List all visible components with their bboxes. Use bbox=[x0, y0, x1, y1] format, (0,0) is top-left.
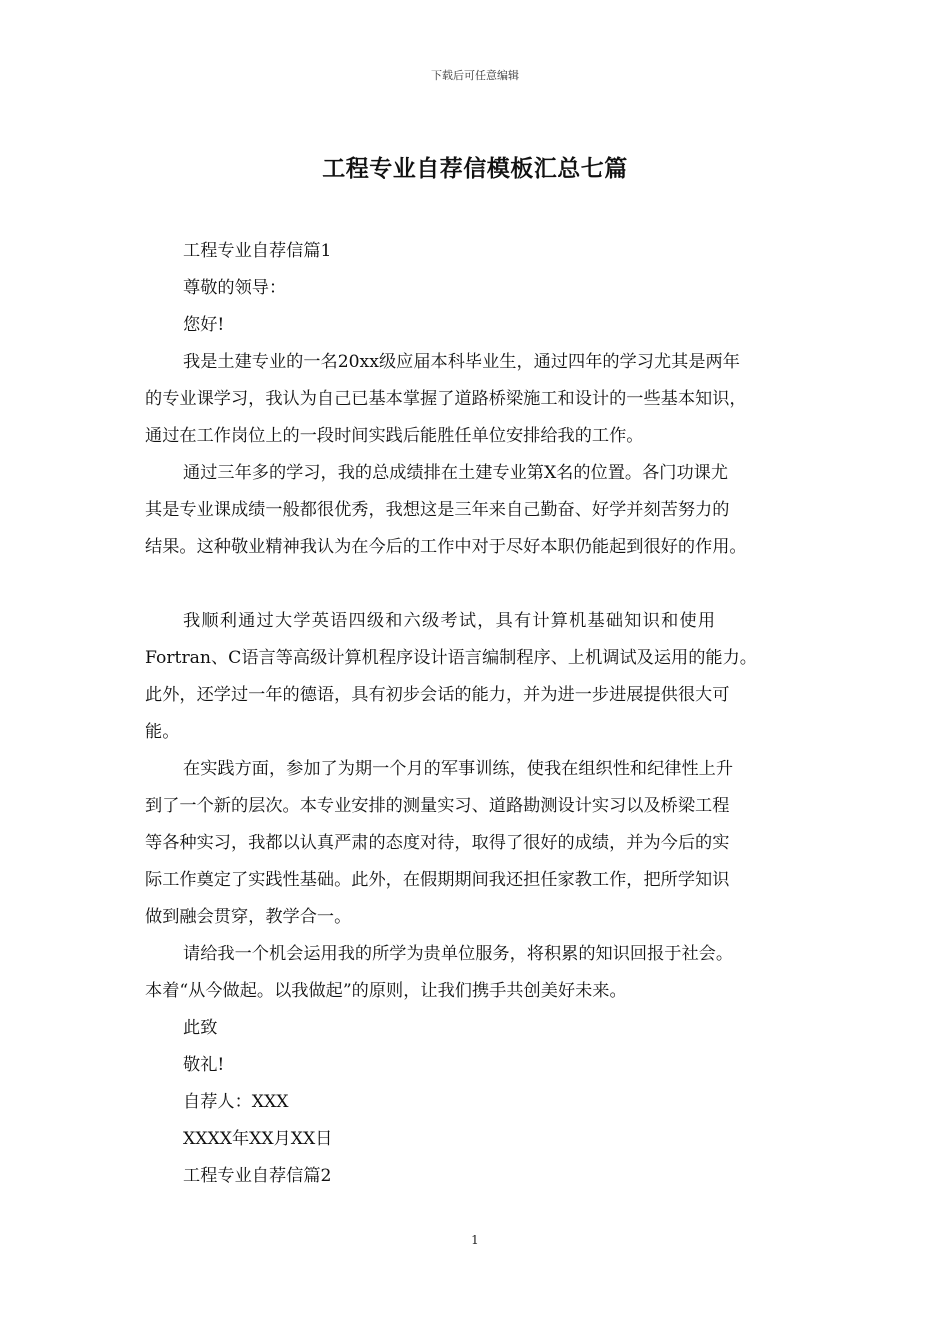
paragraph-5 bbox=[145, 936, 813, 1010]
paragraph-line: 通过在工作岗位上的一段时间实践后能胜任单位安排给我的工作。 bbox=[145, 426, 644, 446]
paragraph-line: 我顺利通过大学英语四级和六级考试，具有计算机基础知识和使用 bbox=[183, 611, 717, 631]
section-heading-1: 工程专业自荐信篇1 bbox=[183, 241, 332, 261]
paragraph-1 bbox=[145, 344, 813, 455]
paragraph-line: 在实践方面，参加了为期一个月的军事训练，使我在组织性和纪律性上升 bbox=[183, 759, 734, 779]
section-heading-2: 工程专业自荐信篇2 bbox=[183, 1166, 332, 1186]
paragraph-line: 本着“从今做起。以我做起”的原则，让我们携手共创美好未来。 bbox=[145, 981, 627, 1001]
closing-line: 此致 bbox=[183, 1018, 218, 1038]
greeting: 您好! bbox=[183, 315, 225, 335]
paragraph-2 bbox=[145, 455, 813, 566]
paragraph-4 bbox=[145, 751, 813, 936]
signature: 自荐人：XXX bbox=[183, 1092, 289, 1112]
paragraph-line: 我是土建专业的一名20xx级应届本科毕业生，通过四年的学习尤其是两年 bbox=[183, 352, 740, 372]
header-note: 下载后可任意编辑 bbox=[431, 69, 519, 82]
page-number: 1 bbox=[471, 1233, 479, 1247]
paragraph-line: 其是专业课成绩一般都很优秀，我想这是三年来自己勤奋、好学并刻苦努力的 bbox=[145, 500, 730, 520]
paragraph-3 bbox=[145, 603, 813, 751]
paragraph-line: 做到融会贯穿，教学合一。 bbox=[145, 907, 352, 927]
paragraph-line: 的专业课学习，我认为自己已基本掌握了道路桥梁施工和设计的一些基本知识， bbox=[145, 389, 747, 409]
closing-salute: 敬礼! bbox=[183, 1055, 225, 1075]
document-body bbox=[145, 233, 813, 1195]
salutation: 尊敬的领导： bbox=[183, 278, 287, 298]
date-line: XXXX年XX月XX日 bbox=[183, 1129, 333, 1149]
paragraph-line: 此外，还学过一年的德语，具有初步会话的能力，并为进一步进展提供很大可 bbox=[145, 685, 730, 705]
paragraph-line: 等各种实习，我都以认真严肃的态度对待，取得了很好的成绩，并为今后的实 bbox=[145, 833, 730, 853]
paragraph-line: 请给我一个机会运用我的所学为贵单位服务，将积累的知识回报于社会。 bbox=[183, 944, 734, 964]
paragraph-line: 能。 bbox=[145, 722, 180, 742]
paragraph-line: 结果。这种敬业精神我认为在今后的工作中对于尽好本职仍能起到很好的作用。 bbox=[145, 537, 747, 557]
paragraph-line: Fortran、C语言等高级计算机程序设计语言编制程序、上机调试及运用的能力。 bbox=[145, 648, 757, 668]
paragraph-line: 通过三年多的学习，我的总成绩排在土建专业第X名的位置。各门功课尤 bbox=[183, 463, 729, 483]
document-title: 工程专业自荐信模板汇总七篇 bbox=[322, 155, 628, 182]
paragraph-line: 到了一个新的层次。本专业安排的测量实习、道路勘测设计实习以及桥梁工程 bbox=[145, 796, 730, 816]
blank-line bbox=[145, 566, 813, 603]
paragraph-line: 际工作奠定了实践性基础。此外，在假期期间我还担任家教工作，把所学知识 bbox=[145, 870, 730, 890]
